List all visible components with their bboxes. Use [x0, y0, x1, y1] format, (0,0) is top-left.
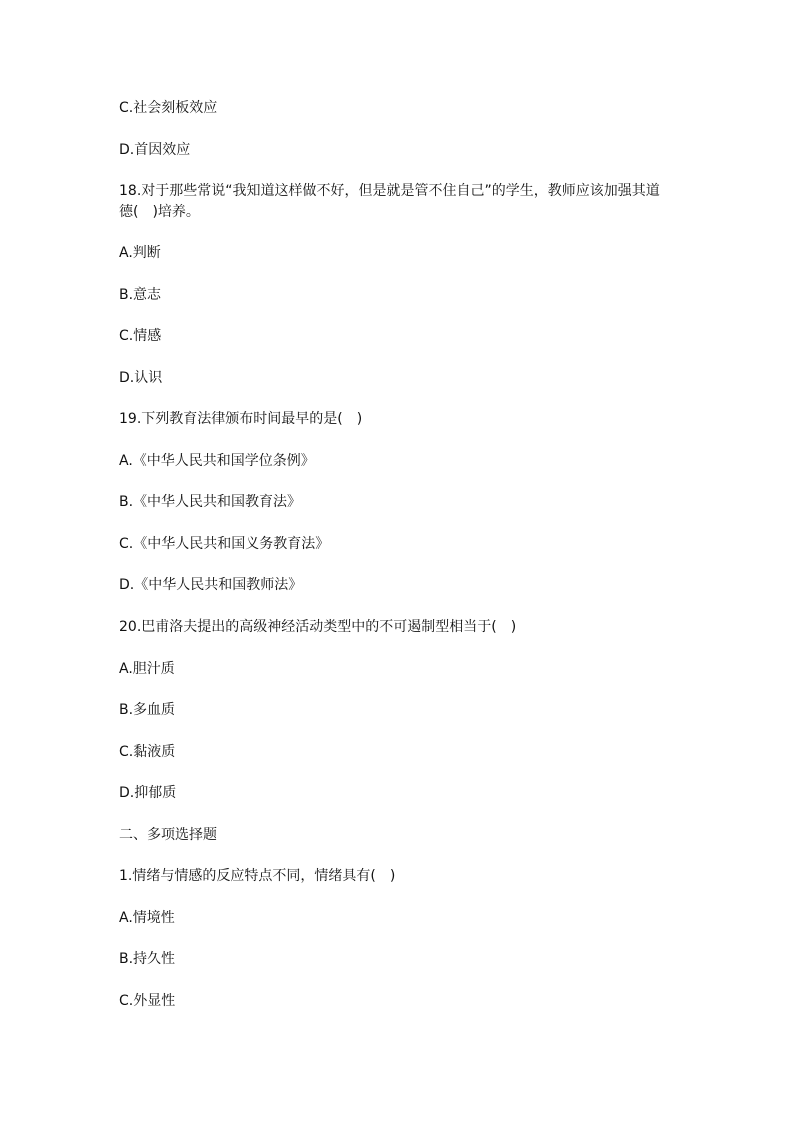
- option-a-q19: A.《中华人民共和国学位条例》: [119, 453, 315, 469]
- option-d-q18: D.认识: [119, 370, 163, 386]
- option-a-q20: A.胆汁质: [119, 661, 175, 677]
- option-d-q20: D.抑郁质: [119, 785, 177, 801]
- question-19: 19.下列教育法律颁布时间最早的是( ): [119, 411, 363, 427]
- option-b-q20: B.多血质: [119, 702, 176, 718]
- option-d-q17: D.首因效应: [119, 142, 191, 158]
- option-b-mq1: B.持久性: [119, 951, 176, 967]
- option-b-q18: B.意志: [119, 287, 162, 303]
- option-d-q19: D.《中华人民共和国教师法》: [119, 577, 303, 593]
- section-heading: 二、多项选择题: [119, 827, 217, 843]
- option-c-q20: C.黏液质: [119, 744, 176, 760]
- option-a-q18: A.判断: [119, 245, 161, 261]
- option-c-q18: C.情感: [119, 328, 162, 344]
- option-c-mq1: C.外显性: [119, 993, 176, 1009]
- option-b-q19: B.《中华人民共和国教育法》: [119, 494, 302, 510]
- option-a-mq1: A.情境性: [119, 910, 175, 926]
- question-18-line-2: 德( )培养。: [119, 204, 200, 220]
- option-c-q19: C.《中华人民共和国义务教育法》: [119, 536, 330, 552]
- question-20: 20.巴甫洛夫提出的高级神经活动类型中的不可遏制型相当于( ): [119, 619, 517, 635]
- multi-question-1: 1.情绪与情感的反应特点不同，情绪具有( ): [119, 868, 396, 884]
- option-c-q17: C.社会刻板效应: [119, 100, 218, 116]
- question-18-line-1: 18.对于那些常说“我知道这样做不好，但是就是管不住自己”的学生，教师应该加强其道: [119, 183, 660, 199]
